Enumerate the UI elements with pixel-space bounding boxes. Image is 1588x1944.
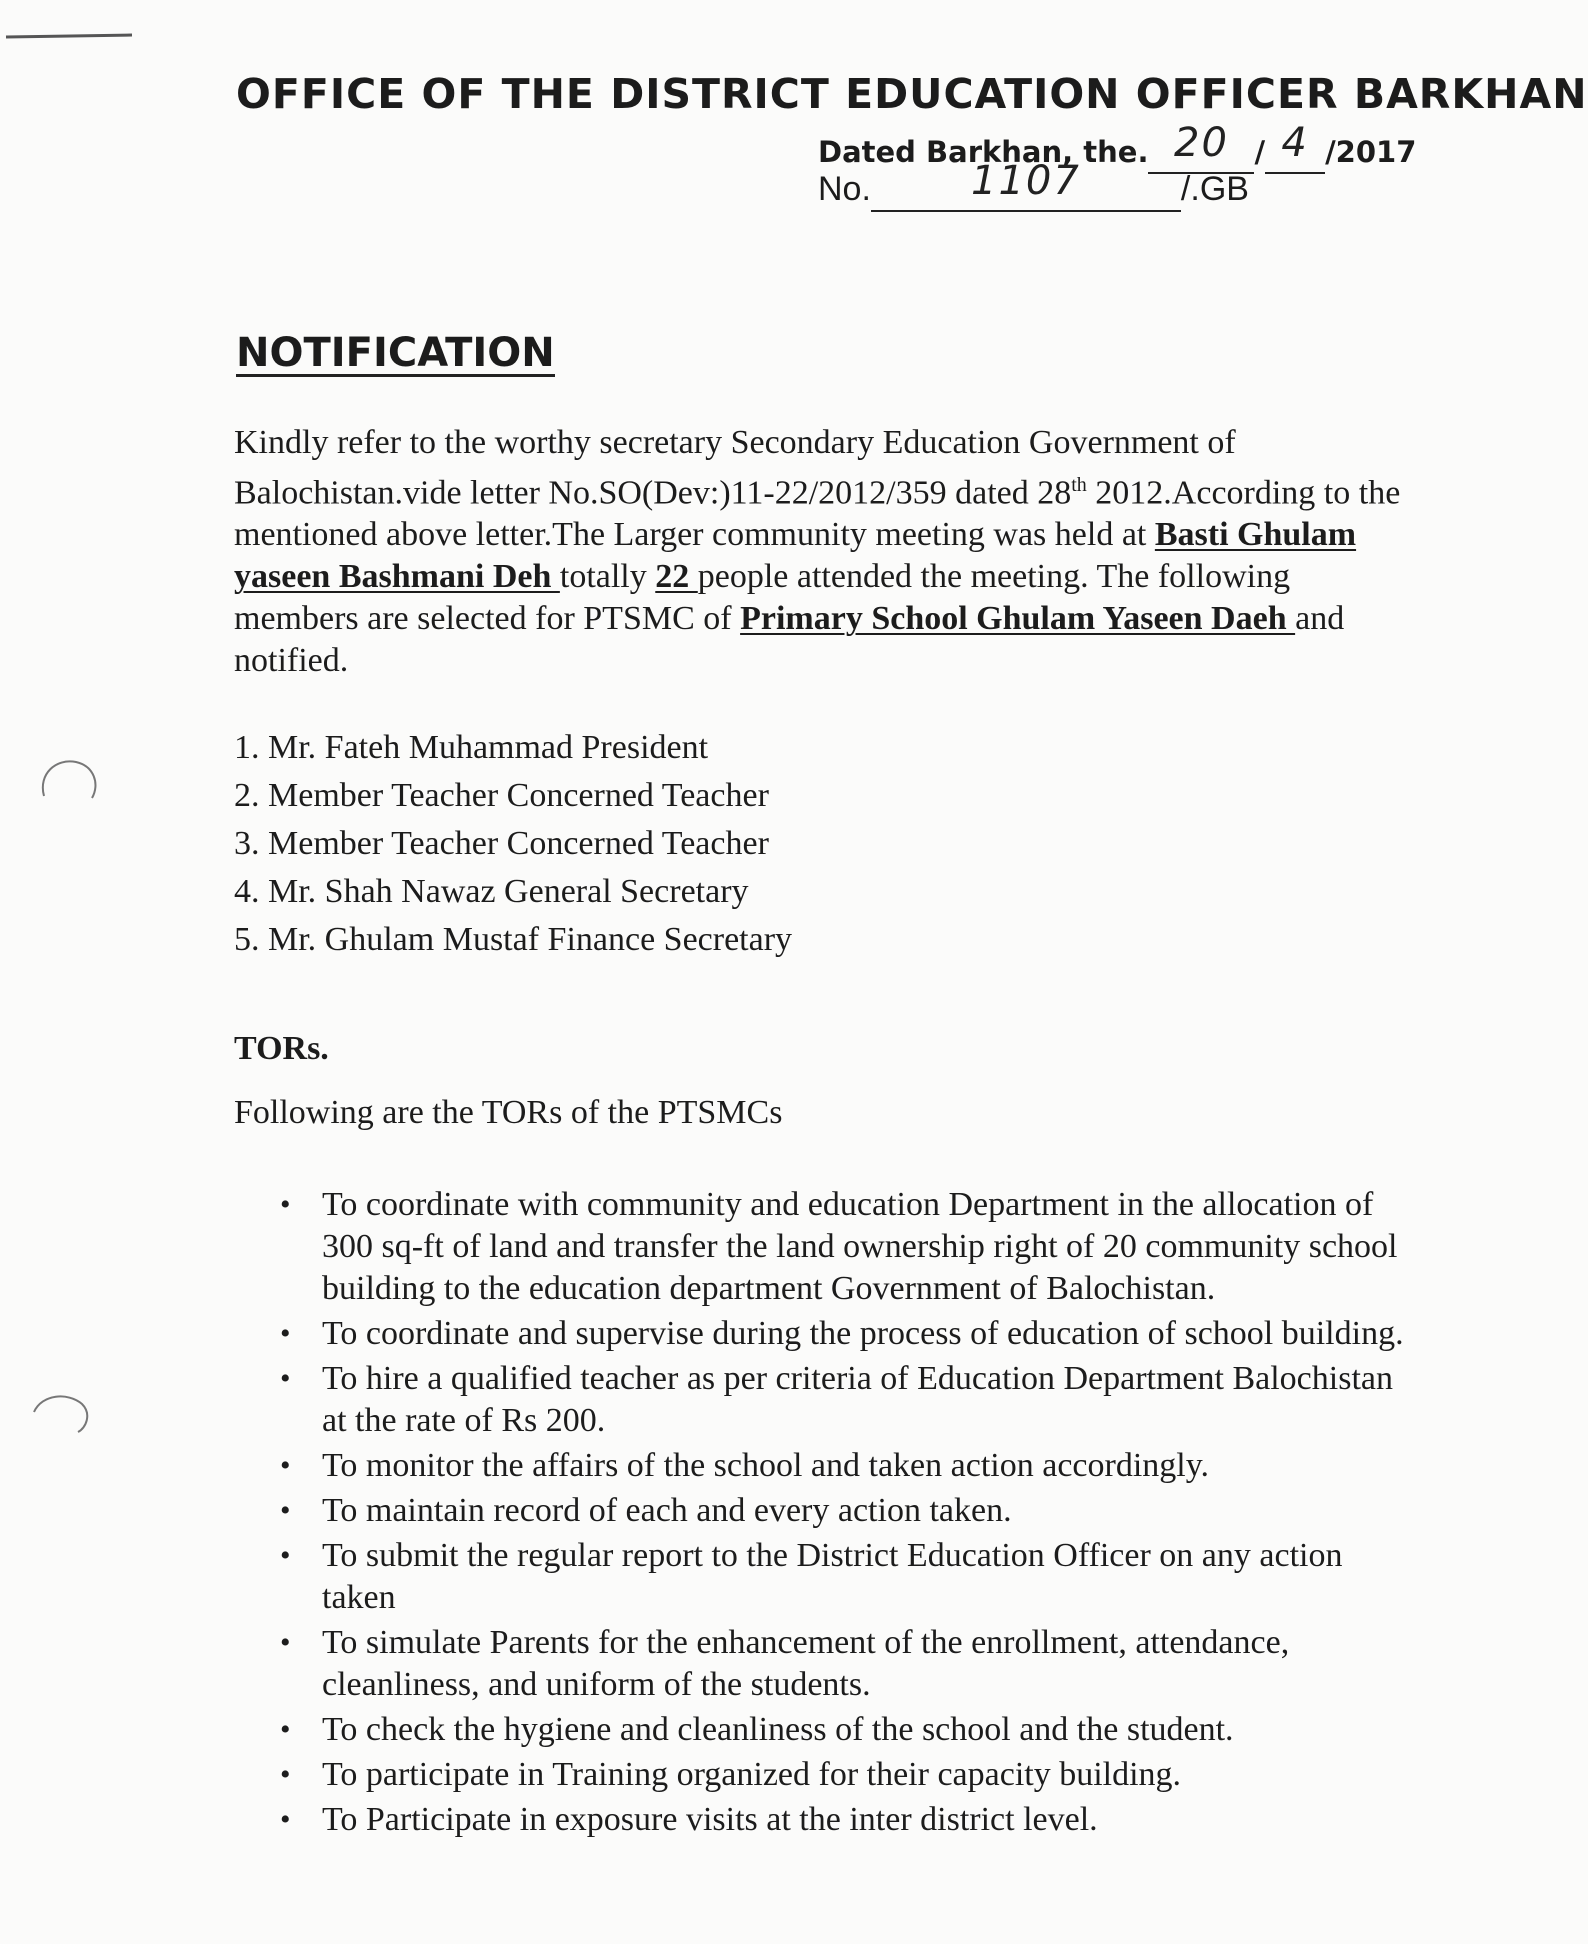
tor-item: • To coordinate with community and education Department in the allocation of 300 sq-ft of land and transfer the land ownership right of 20 community school building to the education department Government of Balochistan.: [280, 1186, 1398, 1307]
date-day: 20: [1174, 120, 1229, 166]
date-month-field: [1265, 120, 1325, 174]
punch-hole-top: [36, 752, 106, 814]
date-separator-2: /: [1325, 135, 1336, 169]
members-list: [234, 724, 792, 964]
bullet-icon: •: [280, 1803, 291, 1836]
tors-heading: TORs.: [234, 1030, 329, 1067]
no-label: No.: [818, 170, 871, 208]
date-separator-1: /: [1254, 135, 1266, 169]
para-part-5: and notified.: [234, 600, 1345, 680]
tors-list: [270, 1184, 1405, 1844]
member-item: 1. Mr. Fateh Muhammad President: [234, 729, 709, 766]
bullet-icon: •: [280, 1713, 291, 1746]
date-month: 4: [1281, 120, 1309, 166]
para-part-1: Kindly refer to the worthy secretary Secondary Education Government of Balochistan.vide letter No.SO(Dev:)11-22/2012/359 dated 28: [234, 424, 1236, 512]
tor-item: • To Participate in exposure visits at the inter district level.: [270, 1799, 1405, 1841]
tor-item: • To simulate Parents for the enhancement of the enrollment, attendance, cleanliness, and uniform of the students.: [280, 1624, 1290, 1703]
para-part-2: 2012.According to the mentioned above letter.The Larger community meeting was held at: [234, 474, 1401, 554]
notification-paragraph: [234, 422, 1404, 682]
no-suffix: /.GB: [1180, 170, 1249, 208]
bullet-icon: •: [280, 1758, 291, 1791]
tor-item: • To check the hygiene and cleanliness of the school and the student.: [270, 1709, 1405, 1751]
attendee-count: 22: [655, 558, 698, 596]
dated-prefix: Dated Barkhan, the.: [818, 135, 1149, 169]
bullet-icon: •: [280, 1362, 291, 1395]
meeting-place: Basti Ghulam yaseen Bashmani Deh: [234, 516, 1357, 596]
bullet-icon: •: [280, 1188, 291, 1221]
reference-number-line: [818, 158, 1249, 212]
tor-item: • To submit the regular report to the District Education Officer on any action taken: [280, 1537, 1343, 1616]
office-title: OFFICE OF THE DISTRICT EDUCATION OFFICER BARKHAN: [236, 70, 1588, 118]
tor-item: • To maintain record of each and every action taken.: [270, 1490, 1405, 1532]
tor-item: • To participate in Training organized for their capacity building.: [270, 1754, 1405, 1796]
member-item: 4. Mr. Shah Nawaz General Secretary: [234, 873, 749, 910]
bullet-icon: •: [280, 1539, 291, 1572]
tor-item: • To hire a qualified teacher as per criteria of Education Department Balochistan at the rate of Rs 200.: [280, 1360, 1393, 1439]
no-value-field: [871, 158, 1181, 212]
school-name: Primary School Ghulam Yaseen Daeh: [740, 600, 1296, 638]
notification-heading: NOTIFICATION: [236, 330, 555, 376]
bullet-icon: •: [280, 1494, 291, 1527]
member-item: 3. Member Teacher Concerned Teacher: [234, 825, 769, 862]
punch-hole-bottom: [28, 1382, 98, 1444]
tor-item: • To coordinate and supervise during the process of education of school building.: [270, 1313, 1405, 1355]
no-value: 1107: [971, 158, 1081, 204]
para-part-3: totally: [559, 558, 656, 596]
bullet-icon: •: [280, 1626, 291, 1659]
bullet-icon: •: [280, 1317, 291, 1350]
bullet-icon: •: [280, 1449, 291, 1482]
tors-intro: Following are the TORs of the PTSMCs: [234, 1094, 783, 1131]
para-part-4: people attended the meeting. The following members are selected for PTSMC of: [234, 558, 1291, 638]
date-superscript: th: [1071, 474, 1087, 496]
date-year: 2017: [1335, 135, 1417, 169]
tor-item: • To monitor the affairs of the school and taken action accordingly.: [270, 1445, 1405, 1487]
member-item: 5. Mr. Ghulam Mustaf Finance Secretary: [234, 921, 793, 958]
staple-mark: [4, 34, 134, 40]
member-item: 2. Member Teacher Concerned Teacher: [234, 777, 769, 814]
